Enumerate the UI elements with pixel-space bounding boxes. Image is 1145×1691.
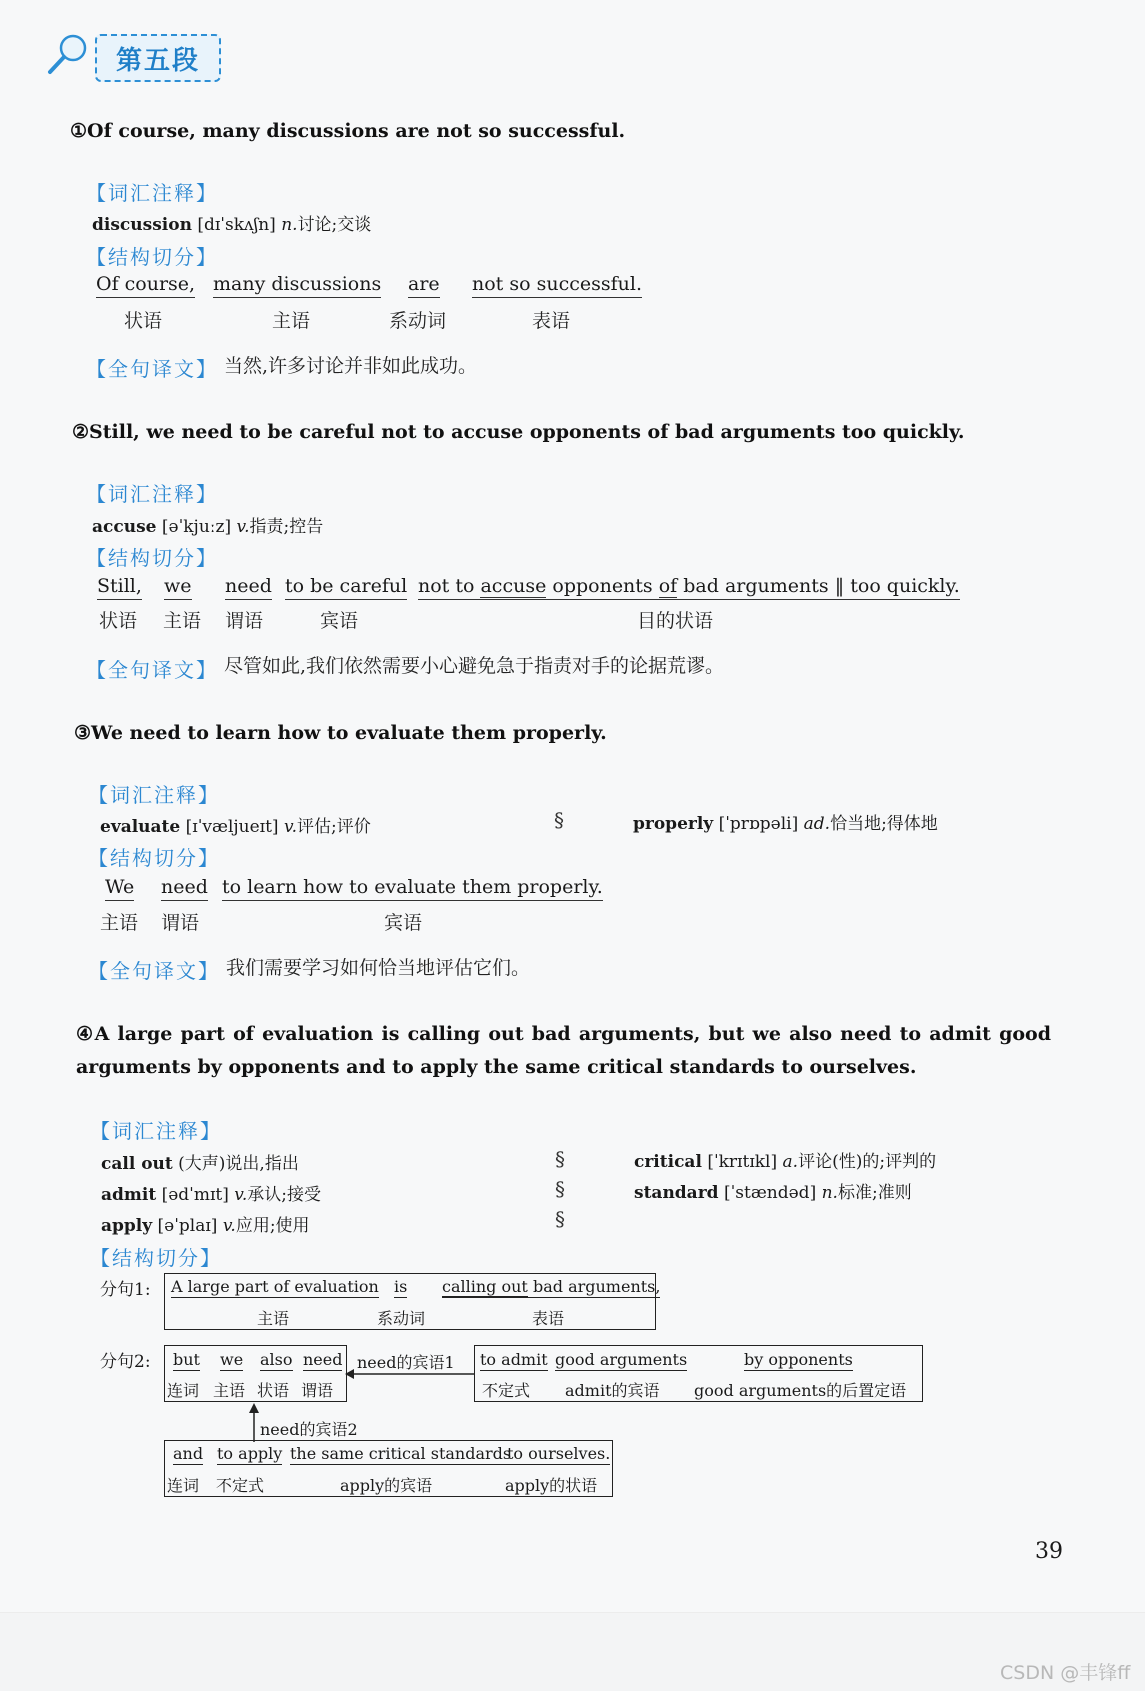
watermark: CSDN @丰锋ff [1000,1662,1131,1684]
s2-role-1: 状语 [99,610,138,632]
c2-left-seg-4: need [303,1350,343,1369]
sentence-3: ③We need to learn how to evaluate them properly. [74,722,607,744]
vocab-entry-4b: admit [ədˈmɪt] v.承认;接受 [101,1185,322,1205]
s3-seg-2: need [161,876,208,901]
c2-bottom-role-3: apply的宾语 [340,1476,433,1495]
vocab-entry-2: accuse [əˈkjuːz] v.指责;控告 [92,517,324,537]
translation-1: 当然,许多讨论并非如此成功。 [224,355,478,377]
c2-left-role-4: 谓语 [301,1381,334,1400]
c1-seg-2: is [394,1277,408,1296]
s2-seg-3: need [225,575,272,600]
c2-bottom-seg-3: the same critical standards [290,1444,512,1463]
section-title: 第五段 [115,45,200,76]
arrow-left-icon [344,1367,476,1381]
s3-seg-1: We [105,876,134,901]
translation-3: 我们需要学习如何恰当地评估它们。 [226,957,531,979]
c2-bottom-role-4: apply的状语 [505,1476,598,1495]
s2-seg-1: Still, [97,575,142,600]
vocab-entry-4d: critical [ˈkrɪtɪkl] a.评论(性)的;评判的 [634,1152,937,1172]
c2-right-role-2: admit的宾语 [565,1381,660,1400]
vocab-entry-4e: standard [ˈstændəd] n.标准;准则 [634,1183,912,1203]
s2-role-4: 宾语 [320,610,359,632]
s1-seg-4: not so successful. [472,273,642,298]
struct-label-4: 【结构切分】 [90,1246,222,1270]
c2-left-seg-3: also [260,1350,293,1369]
c2-right-seg-3: by opponents [744,1350,853,1369]
sentence-1: ①Of course, many discussions are not so successful. [70,120,626,142]
vocab-label-3: 【词汇注释】 [88,783,220,807]
s1-role-1: 状语 [124,310,163,332]
arrow-note-2: need的宾语2 [260,1420,358,1439]
vocab-entry-4c: apply [əˈplaɪ] v.应用;使用 [101,1216,310,1236]
s2-purpose-adverbial: not to accuse opponents of bad arguments ‖ too quickly. [418,575,960,600]
vocab-label-4: 【词汇注释】 [90,1119,222,1143]
c1-role-2: 系动词 [377,1309,426,1328]
clause1-label: 分句1: [100,1280,151,1300]
s1-role-4: 表语 [532,310,571,332]
s3-role-2: 谓语 [161,912,200,934]
s1-seg-3: are [408,273,440,298]
vocab-entry-1: discussion [dɪˈskʌʃn] n.讨论;交谈 [92,215,372,235]
page-number: 39 [1035,1539,1063,1564]
c2-left-seg-1: but [173,1350,200,1369]
wave-separator-icon: § [555,1147,565,1171]
wave-separator-icon: § [554,808,564,832]
s2-role-2: 主语 [163,610,202,632]
s3-role-3: 宾语 [384,912,423,934]
c2-left-role-1: 连词 [167,1381,200,1400]
sentence-4: ④A large part of evaluation is calling out bad arguments, but we also need to admit good arguments by opponents and to apply the same critical standards to ourselves. [76,1023,1051,1078]
arrow-up-icon [248,1402,260,1442]
wave-separator-icon: § [555,1207,565,1231]
struct-label-3: 【结构切分】 [88,846,220,870]
s1-seg-2: many discussions [213,273,381,298]
sentence-2: ②Still, we need to be careful not to accuse opponents of bad arguments too quickly. [72,421,965,443]
s2-seg-2: we [164,575,192,600]
c2-bottom-seg-4: to ourselves. [507,1444,611,1463]
vocab-label-2: 【词汇注释】 [86,482,218,506]
c2-left-seg-2: we [220,1350,244,1369]
magnifier-icon [46,32,90,78]
vocab-entry-3a: evaluate [ɪˈvæljueɪt] v.评估;评价 [100,817,371,837]
s3-seg-3: to learn how to evaluate them properly. [222,876,603,901]
c2-bottom-seg-2: to apply [217,1444,283,1463]
s1-role-3: 系动词 [389,310,447,332]
c2-bottom-role-1: 连词 [167,1476,200,1495]
s1-seg-1: Of course, [96,273,195,298]
struct-label-2: 【结构切分】 [86,546,218,570]
translation-2: 尽管如此,我们依然需要小心避免急于指责对手的论据荒谬。 [224,655,725,677]
c2-right-seg-1: to admit [480,1350,548,1369]
struct-label-1: 【结构切分】 [86,245,218,269]
c1-seg-1: A large part of evaluation [171,1277,379,1296]
s2-seg-4: to be careful [285,575,407,600]
s2-role-5: 目的状语 [637,610,714,632]
c2-right-role-3: good arguments的后置定语 [694,1381,907,1400]
footer-band [0,1612,1145,1691]
trans-label-1: 【全句译文】 [86,357,218,381]
c1-role-1: 主语 [257,1309,290,1328]
vocab-entry-4a: call out (大声)说出,指出 [101,1154,299,1174]
c2-bottom-role-2: 不定式 [216,1476,265,1495]
c1-role-3: 表语 [532,1309,565,1328]
s1-role-2: 主语 [272,310,311,332]
clause2-label: 分句2: [100,1352,151,1372]
c2-right-role-1: 不定式 [482,1381,531,1400]
wave-separator-icon: § [555,1177,565,1201]
c2-left-role-2: 主语 [213,1381,246,1400]
c2-left-role-3: 状语 [257,1381,290,1400]
trans-label-2: 【全句译文】 [86,658,218,682]
s2-role-3: 谓语 [225,610,264,632]
section-title-box [95,34,221,82]
c2-right-seg-2: good arguments [555,1350,688,1369]
arrow-note-1: need的宾语1 [357,1353,455,1372]
vocab-entry-3b: properly [ˈprɒpəli] ad.恰当地;得体地 [633,814,938,834]
c1-seg-3-4: calling out bad arguments, [442,1277,661,1296]
c2-bottom-seg-1: and [173,1444,204,1463]
s3-role-1: 主语 [100,912,139,934]
trans-label-3: 【全句译文】 [88,959,220,983]
vocab-label-1: 【词汇注释】 [86,181,218,205]
